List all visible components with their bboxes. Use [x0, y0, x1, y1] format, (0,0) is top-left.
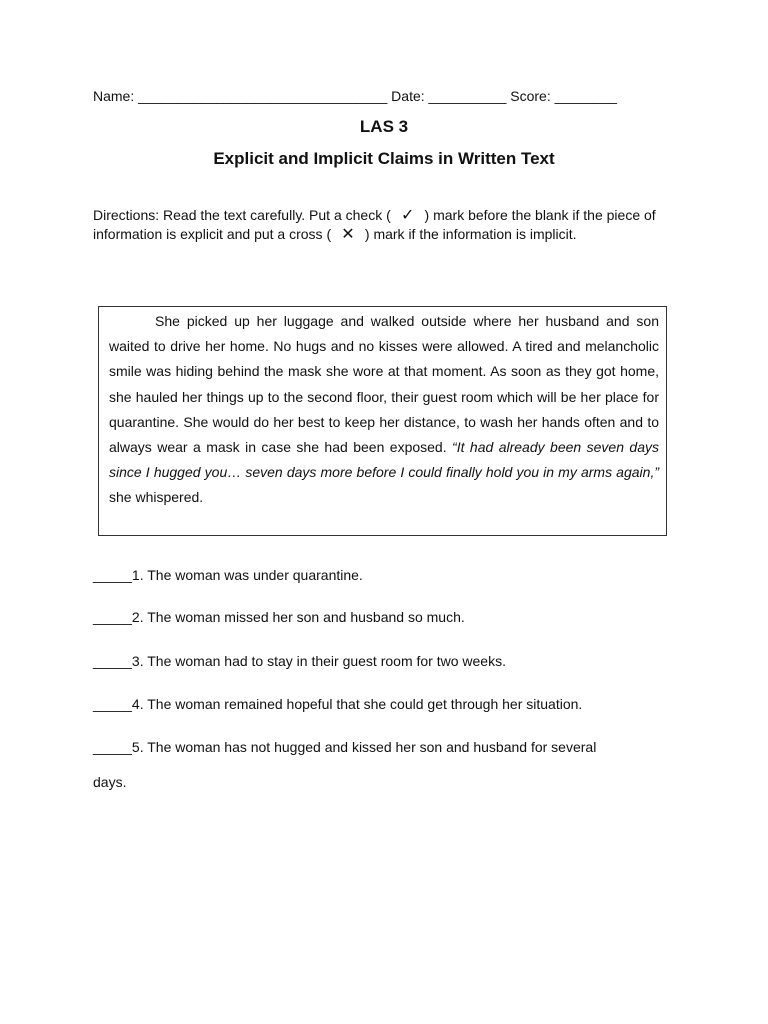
worksheet-subtitle: Explicit and Implicit Claims in Written Text: [213, 149, 555, 168]
passage-text: [109, 309, 659, 511]
question-item-3: _____3. The woman had to stay in their guest room for two weeks.: [93, 653, 506, 669]
question-item-5: _____5. The woman has not hugged and kissed her son and husband for several: [93, 739, 597, 755]
question-item-2: _____2. The woman missed her son and husband so much.: [93, 609, 465, 625]
passage-tail: she whispered.: [109, 489, 204, 506]
directions-text-3: ) mark if the information is implicit.: [364, 226, 577, 242]
passage-quote: “It had already been seven days since I hugged you… seven days more before I could finally hold you in my arms again,”: [109, 439, 659, 481]
directions-text-1: Directions: Read the text carefully. Put a check (: [93, 207, 391, 223]
name-date-score-line: Name: ________________________________ Date: __________ Score: ________: [93, 88, 617, 104]
check-icon: ✓: [400, 207, 415, 224]
question-item-5-continued: days.: [93, 774, 127, 790]
directions: [93, 206, 673, 244]
passage-body: She picked up her luggage and walked outside where her husband and son waited to drive her home. No hugs and no kisses were allowed. A tired and melancholic smile was hiding behind the mask she wore at that moment. As soon as they got home, she hauled her things up to the second floor, their guest room which will be her place for quarantine. She would do her best to keep her distance, to wash her hands often and to always wear a mask in case she had been exposed.: [109, 313, 659, 456]
worksheet-title: LAS 3: [359, 117, 409, 136]
passage-box: [98, 306, 667, 536]
question-item-4: _____4. The woman remained hopeful that she could get through her situation.: [93, 696, 583, 712]
cross-icon: ✕: [341, 226, 355, 243]
directions-text-2: ) mark before the blank if the piece of information is explicit and put a cross (: [93, 207, 656, 242]
question-item-1: _____1. The woman was under quarantine.: [93, 567, 363, 583]
